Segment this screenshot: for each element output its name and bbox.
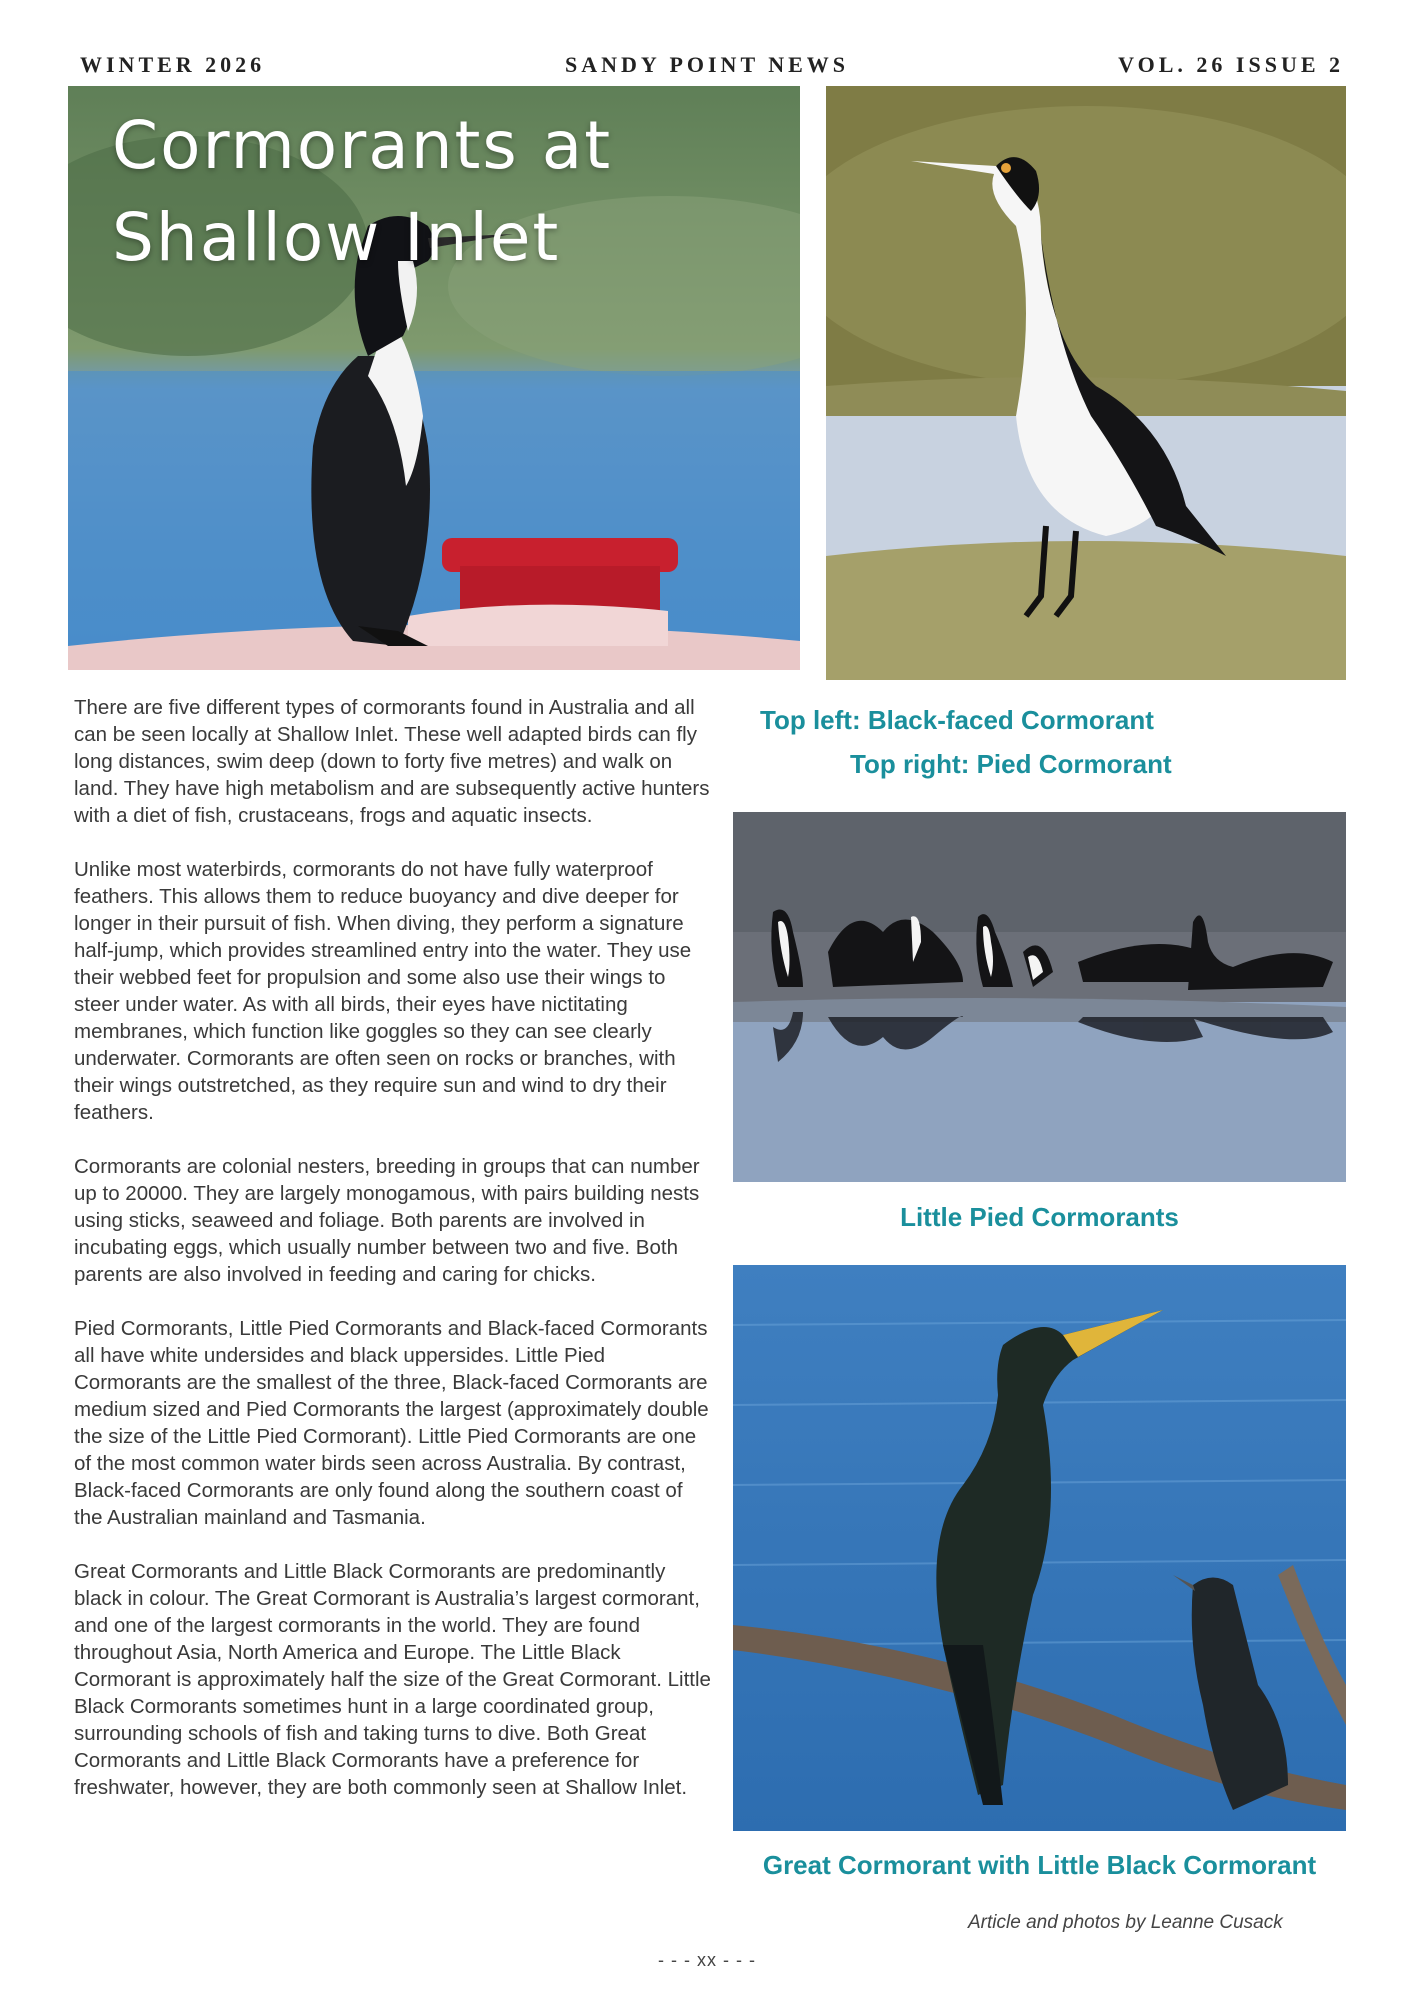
article-paragraph: Unlike most waterbirds, cormorants do not have fully waterproof feathers. This allows them to reduce buoyancy and dive deeper for longer in their pursuit of fish. When diving, they perform a signature half-jump, which provides streamlined entry into the water. They use their webbed feet for propulsion and some also use their wings to steer under water. As with all birds, their eyes have nictitating membranes, which function like goggles so they can see clearly underwater. Cormorants are often seen on rocks or branches, with their wings outstretched, as they require sun and wind to dry their feathers. <box>74 858 692 1124</box>
article-paragraph: There are five different types of cormorants found in Australia and all can be seen locally at Shallow Inlet. These well adapted birds can fly long distances, swim deep (down to forty five metres) and walk on land. They have high metabolism and are subsequently active hunters with a diet of fish, crustaceans, frogs and aquatic insects. <box>74 696 710 827</box>
issue-volume: VOL. 26 ISSUE 2 <box>1118 52 1344 77</box>
issue-season: WINTER 2026 <box>80 52 266 77</box>
article-paragraph: Cormorants are colonial nesters, breeding in groups that can number up to 20000. They are largely monogamous, with pairs building nests using sticks, seaweed and foliage. Both parents are involved in incubating eggs, which usually number between two and five. Both parents are also involved in feeding and caring for chicks. <box>74 1155 700 1286</box>
caption-top-left: Top left: Black-faced Cormorant <box>760 705 1154 735</box>
article-paragraph: Great Cormorants and Little Black Cormorants are predominantly black in colour. The Great Cormorant is Australia’s largest cormorant, and one of the largest cormorants in the world. They are found throughout Asia, North America and Europe. The Little Black Cormorant is approximately half the size of the Great Cormorant. Little Black Cormorants sometimes hunt in a large coordinated group, surrounding schools of fish and taking turns to dive. Both Great Cormorants and Little Black Cormorants have a preference for freshwater, however, they are both commonly seen at Shallow Inlet. <box>74 1560 711 1799</box>
caption-middle: Little Pied Cormorants <box>900 1202 1179 1232</box>
caption-bottom: Great Cormorant with Little Black Cormorant <box>762 1850 1317 1880</box>
page-footer: - - - xx - - - <box>658 1950 756 1970</box>
article-paragraph: Pied Cormorants, Little Pied Cormorants and Black-faced Cormorants all have white undersides and black uppersides. Little Pied Cormorants are the smallest of the three, Black-faced Cormorants are medium sized and Pied Cormorants the largest (approximately double the size of the Little Pied Cormorant). Little Pied Cormorants are one of the most common water birds seen across Australia. By contrast, Black-faced Cormorants are only found along the southern coast of the Australian mainland and Tasmania. <box>74 1317 709 1529</box>
photo-credit: Article and photos by Leanne Cusack <box>968 1912 1283 1933</box>
photo-great-and-little-black-cormorant <box>733 1265 1346 1831</box>
article-title: Cormorants at Shallow Inlet <box>112 107 613 276</box>
caption-top-right: Top right: Pied Cormorant <box>850 749 1172 779</box>
article-body <box>74 694 714 1828</box>
newsletter-name: SANDY POINT NEWS <box>564 52 850 77</box>
photo-little-pied-cormorants <box>733 812 1346 1182</box>
photo-pied-cormorant <box>826 86 1346 680</box>
